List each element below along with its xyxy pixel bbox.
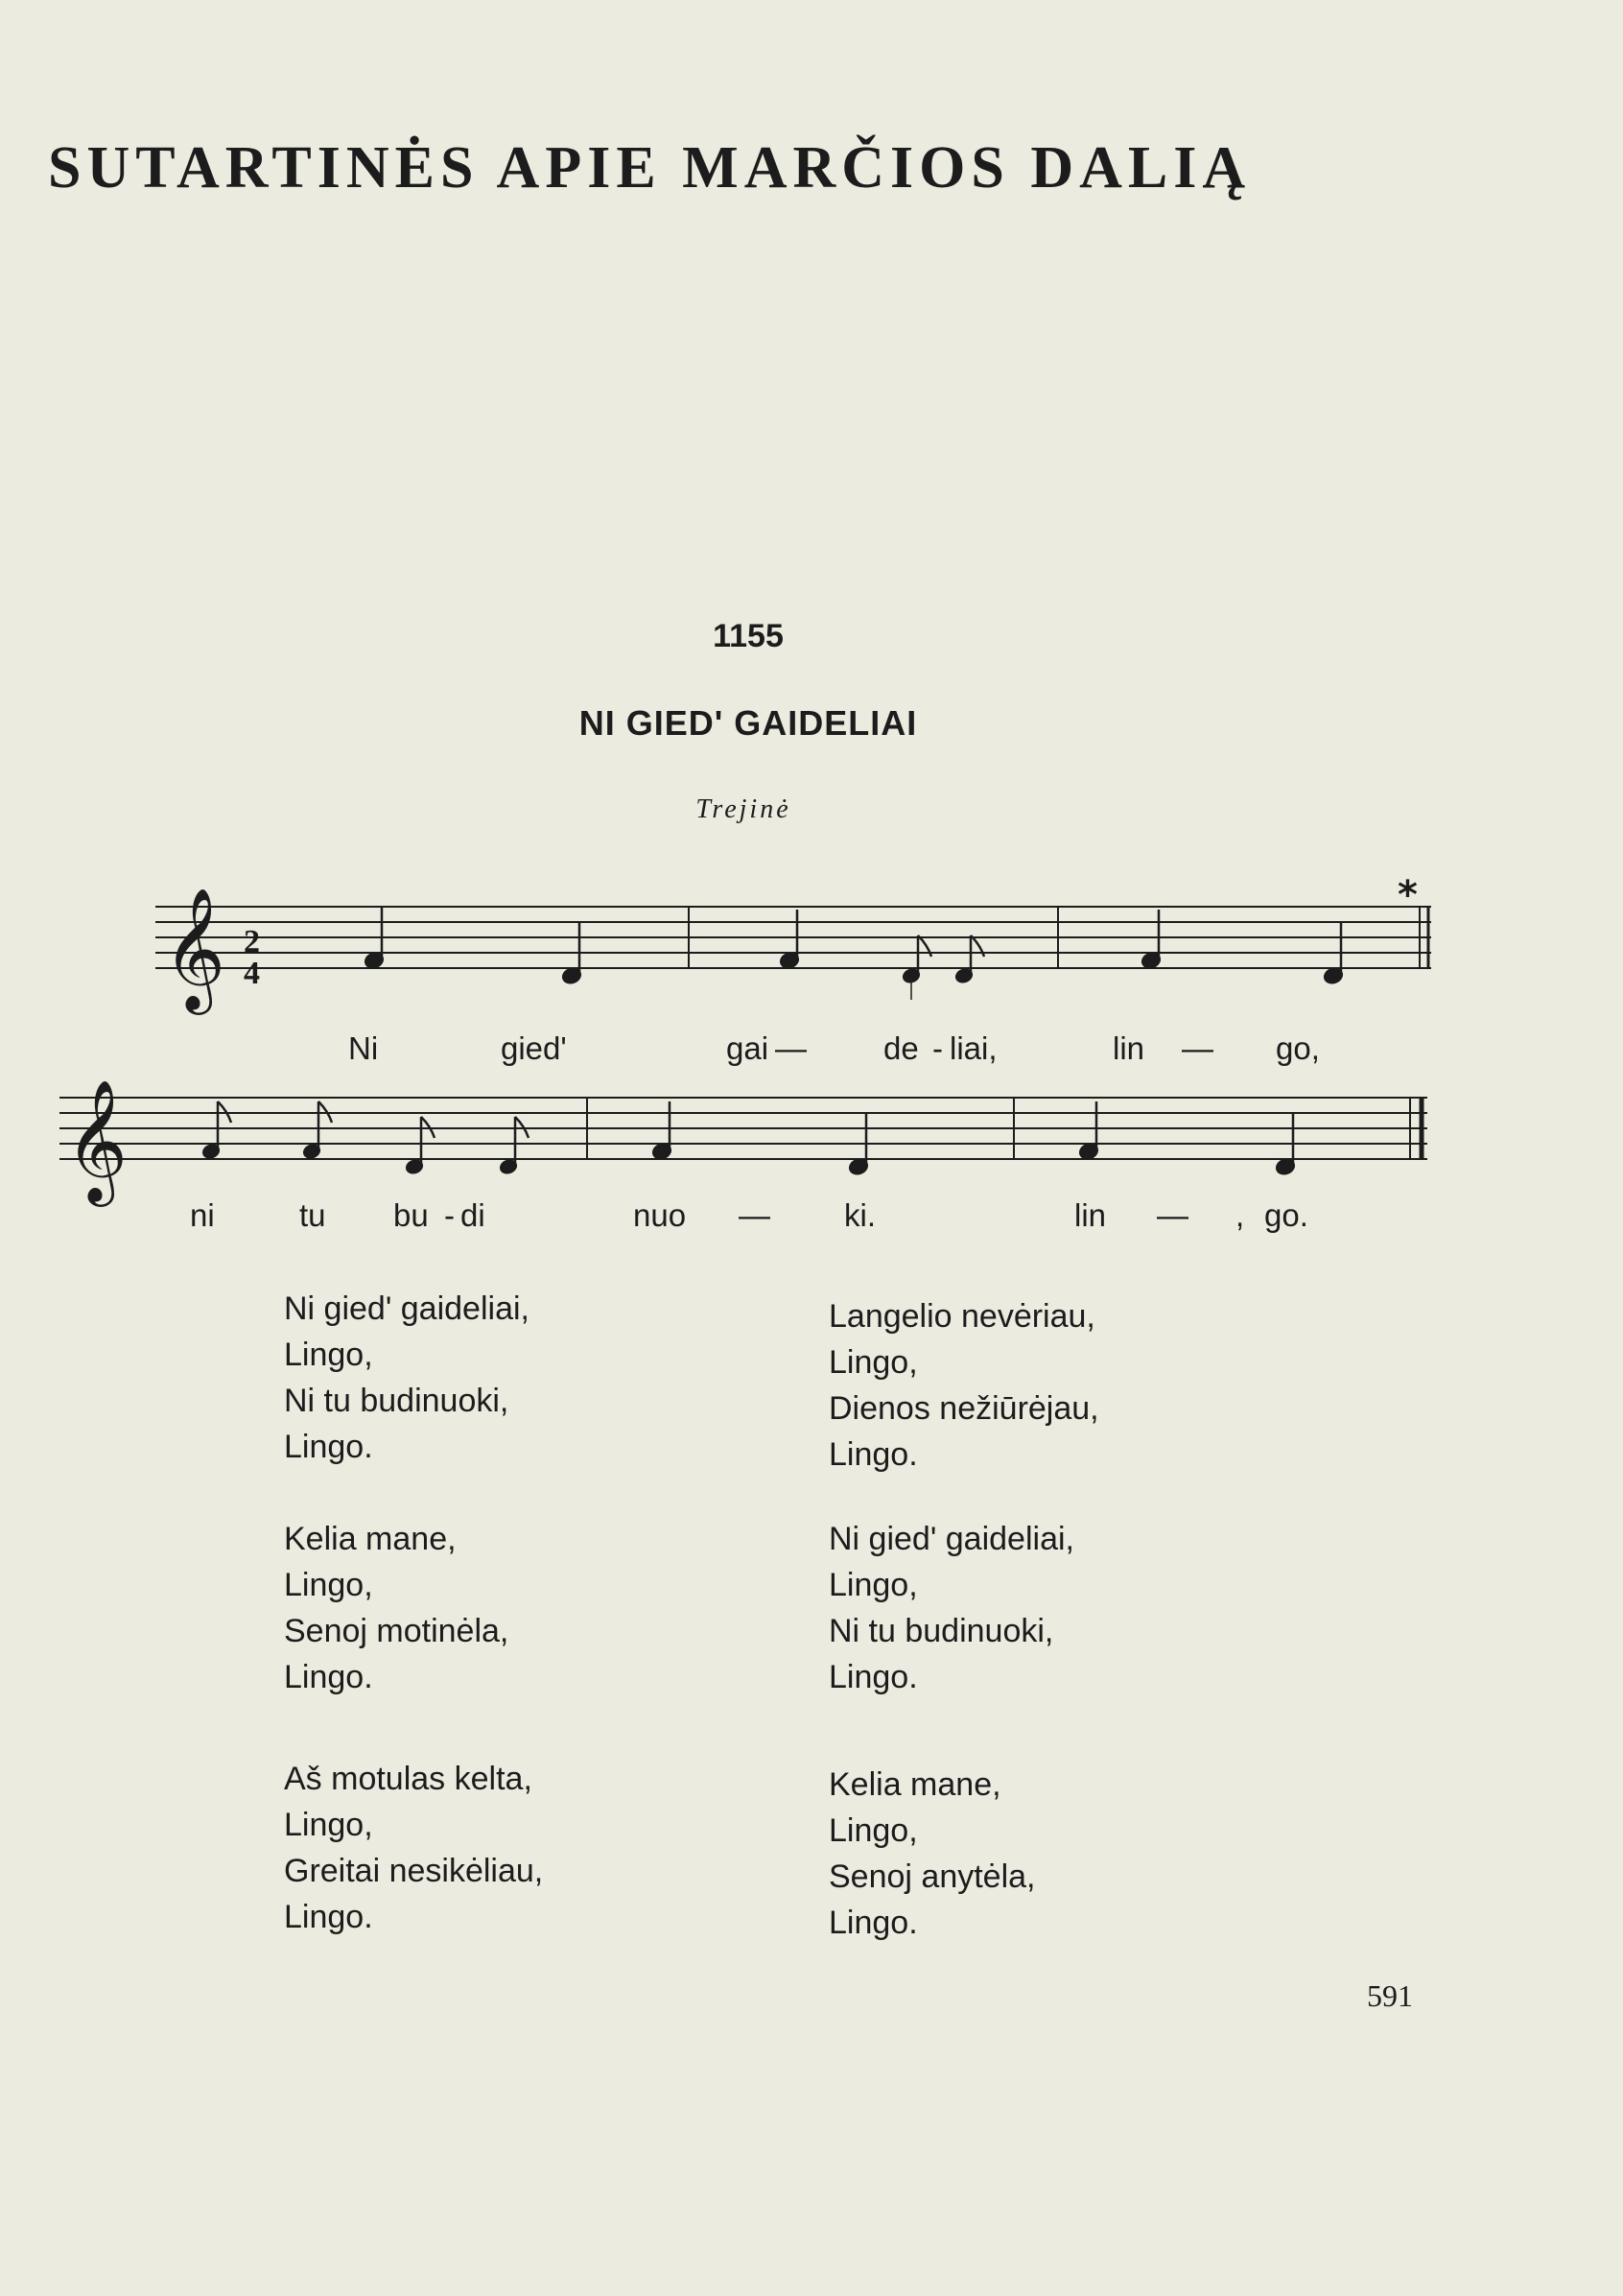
time-signature-top: 2	[244, 924, 260, 959]
verse-line: Lingo.	[829, 1659, 918, 1695]
lyric-syllable: liai,	[950, 1030, 998, 1066]
verse-line: Lingo.	[284, 1429, 373, 1465]
lyric-syllable: bu	[393, 1197, 429, 1233]
verse-right-3	[829, 1762, 1036, 1946]
verse-line: Lingo.	[284, 1899, 373, 1935]
time-signature-bottom: 4	[244, 956, 260, 991]
verse-right-2	[829, 1516, 1074, 1700]
song-number: 1155	[713, 618, 784, 654]
song-type: Trejinė	[695, 794, 791, 824]
verse-line: Lingo,	[829, 1344, 918, 1381]
lyric-syllable: lin	[1074, 1197, 1107, 1233]
lyric-syllable: -	[932, 1030, 943, 1066]
verse-left-2	[284, 1516, 508, 1700]
verse-line: Ni tu budinuoki,	[284, 1383, 509, 1419]
verse-line: Aš motulas kelta,	[284, 1761, 532, 1797]
chapter-title: SUTARTINĖS APIE MARČIOS DALIĄ	[48, 135, 1252, 201]
treble-clef-icon: 𝄞	[163, 887, 226, 1009]
verse-line: Greitai nesikėliau,	[284, 1853, 544, 1889]
verse-line: Ni gied' gaideliai,	[829, 1521, 1074, 1557]
treble-clef-icon: 𝄞	[65, 1078, 129, 1201]
lyric-syllable: lin	[1113, 1030, 1145, 1066]
verse-line: Lingo,	[829, 1812, 918, 1849]
verse-line: Lingo.	[284, 1659, 373, 1695]
lyric-syllable: tu	[299, 1197, 326, 1233]
lyric-syllable: nuo	[633, 1197, 687, 1233]
verse-line: Langelio nevėriau,	[829, 1298, 1095, 1335]
verse-line: Lingo,	[284, 1567, 373, 1603]
lyric-syllable: —	[739, 1197, 770, 1233]
verse-line: Senoj anytėla,	[829, 1858, 1036, 1895]
verse-line: Dienos nežiūrėjau,	[829, 1390, 1099, 1427]
verse-line: Kelia mane,	[284, 1521, 457, 1557]
lyric-syllable: ki.	[844, 1197, 876, 1233]
verse-line: Lingo,	[829, 1567, 918, 1603]
lyric-syllable: go,	[1276, 1030, 1320, 1066]
lyric-syllable: -	[444, 1197, 455, 1233]
page-number: 591	[1367, 1978, 1413, 2013]
verse-line: Senoj motinėla,	[284, 1613, 509, 1649]
verse-line: Lingo,	[284, 1807, 373, 1843]
verse-line: Kelia mane,	[829, 1766, 1001, 1803]
verse-line: Lingo.	[829, 1905, 918, 1941]
verse-left-3	[284, 1756, 543, 1940]
verse-line: Ni gied' gaideliai,	[284, 1290, 529, 1327]
song-title: NI GIED' GAIDELIAI	[578, 703, 918, 743]
lyric-syllable: —	[1157, 1197, 1188, 1233]
lyric-syllable: —	[1182, 1030, 1213, 1066]
verse-right-1	[829, 1293, 1099, 1478]
lyric-syllable: go.	[1264, 1197, 1308, 1233]
verse-left-1	[284, 1286, 529, 1470]
lyric-syllable: Ni	[348, 1030, 379, 1066]
lyric-syllable: gai	[726, 1030, 769, 1066]
lyric-syllable: di	[460, 1197, 485, 1233]
lyric-syllable: ni	[190, 1197, 215, 1233]
lyric-syllable: de	[883, 1030, 919, 1066]
lyric-syllable: gied'	[501, 1030, 567, 1066]
verse-line: Lingo.	[829, 1436, 918, 1473]
verse-line: Ni tu budinuoki,	[829, 1613, 1054, 1649]
lyric-syllable: ,	[1235, 1197, 1245, 1233]
verse-line: Lingo,	[284, 1337, 373, 1373]
asterisk-mark: *	[1398, 873, 1418, 917]
lyric-syllable: —	[775, 1030, 807, 1066]
staff-2	[59, 1098, 1427, 1159]
